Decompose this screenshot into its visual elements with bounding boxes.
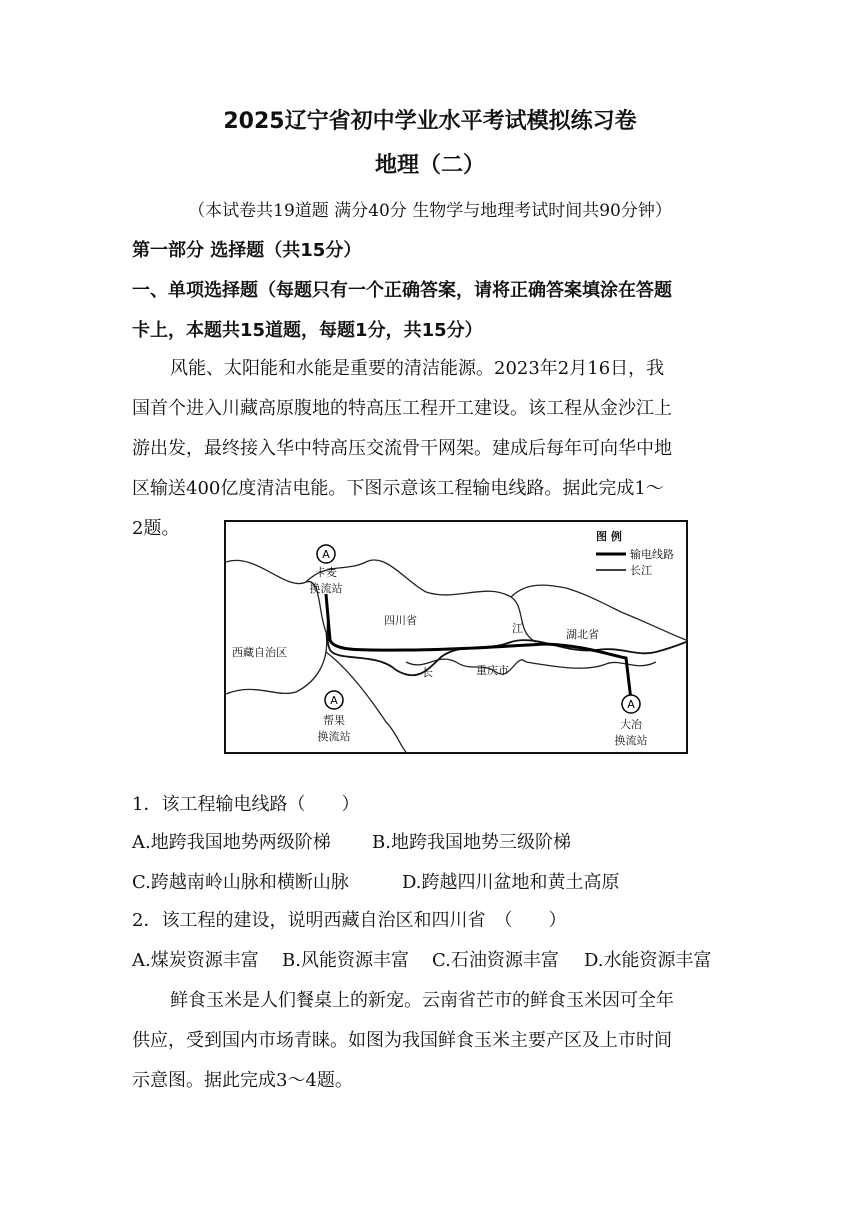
passage1-line-5: 2题。 [132,518,180,539]
passage2-line-2: 供应，受到国内市场青睐。如图为我国鲜食玉米主要产区及上市时间 [132,1030,672,1051]
q1-option-c[interactable]: C.跨越南岭山脉和横断山脉 [132,872,349,893]
label-chongqing: 重庆市 [476,664,509,677]
svg-text:A: A [322,548,330,561]
q2-stem: 2．该工程的建设，说明西藏自治区和四川省 （ ） [132,910,567,931]
instruction-line-2: 卡上，本题共15道题，每题1分，共15分） [132,320,483,341]
station-daye-type: 换流站 [614,734,648,747]
passage1-line-3: 游出发，最终接入华中特高压交流骨干网架。建成后每年可向华中地 [132,438,672,459]
transmission-map [224,520,688,754]
q1-option-d[interactable]: D.跨越四川盆地和黄土高原 [402,872,620,893]
part-heading: 第一部分 选择题（共15分） [132,240,362,261]
border-hubei-south [526,662,656,668]
station-bangguo-type: 换流站 [317,730,351,743]
exam-title: 2025辽宁省初中学业水平考试模拟练习卷 [223,109,637,134]
station-daye-icon [622,695,640,713]
instruction-line-1: 一、单项选择题（每题只有一个正确答案，请将正确答案填涂在答题 [132,280,672,301]
station-bangguo-name: 帮果 [323,714,345,727]
station-kamai-name: 卡麦 [315,566,337,579]
label-chang: 长 [422,666,433,679]
passage2-line-1: 鲜食玉米是人们餐桌上的新宠。云南省芒市的鲜食玉米因可全年 [170,990,674,1011]
exam-note: （本试卷共19道题 满分40分 生物学与地理考试时间共90分钟） [188,201,672,221]
station-kamai-type: 换流站 [309,582,343,595]
svg-text:A: A [627,698,635,711]
label-hubei: 湖北省 [566,628,599,641]
station-kamai-icon [317,545,335,563]
passage1-line-1: 风能、太阳能和水能是重要的清洁能源。2023年2月16日，我 [170,358,665,379]
label-jiang: 江 [512,622,523,635]
svg-text:A: A [330,694,338,707]
station-bangguo-icon [325,691,343,709]
station-daye-label [611,716,651,748]
label-sichuan: 四川省 [384,614,417,627]
station-bangguo-label [314,712,354,744]
label-xizang: 西藏自治区 [232,646,287,659]
legend-title: 图 例 [596,530,622,543]
exam-subtitle: 地理（二） [374,153,485,178]
q1-stem: 1．该工程输电线路（ ） [132,794,360,815]
q1-option-a[interactable]: A.地跨我国地势两级阶梯 [132,832,331,853]
passage1-line-2: 国首个进入川藏高原腹地的特高压工程开工建设。该工程从金沙江上 [132,398,672,419]
q2-option-a[interactable]: A.煤炭资源丰富 [132,950,259,971]
legend-line-label: 输电线路 [630,548,674,561]
passage2-line-3: 示意图。据此完成3～4题。 [132,1070,353,1091]
q2-option-d[interactable]: D.水能资源丰富 [584,950,712,971]
q1-option-b[interactable]: B.地跨我国地势三级阶梯 [372,832,571,853]
transmission-line [326,594,631,700]
q2-option-b[interactable]: B.风能资源丰富 [282,950,409,971]
q2-option-c[interactable]: C.石油资源丰富 [432,950,559,971]
passage1-line-4: 区输送400亿度清洁电能。下图示意该工程输电线路。据此完成1～ [132,478,664,499]
station-daye-name: 大冶 [620,718,642,731]
station-kamai-label [306,564,346,596]
legend-river-label: 长江 [630,564,652,577]
